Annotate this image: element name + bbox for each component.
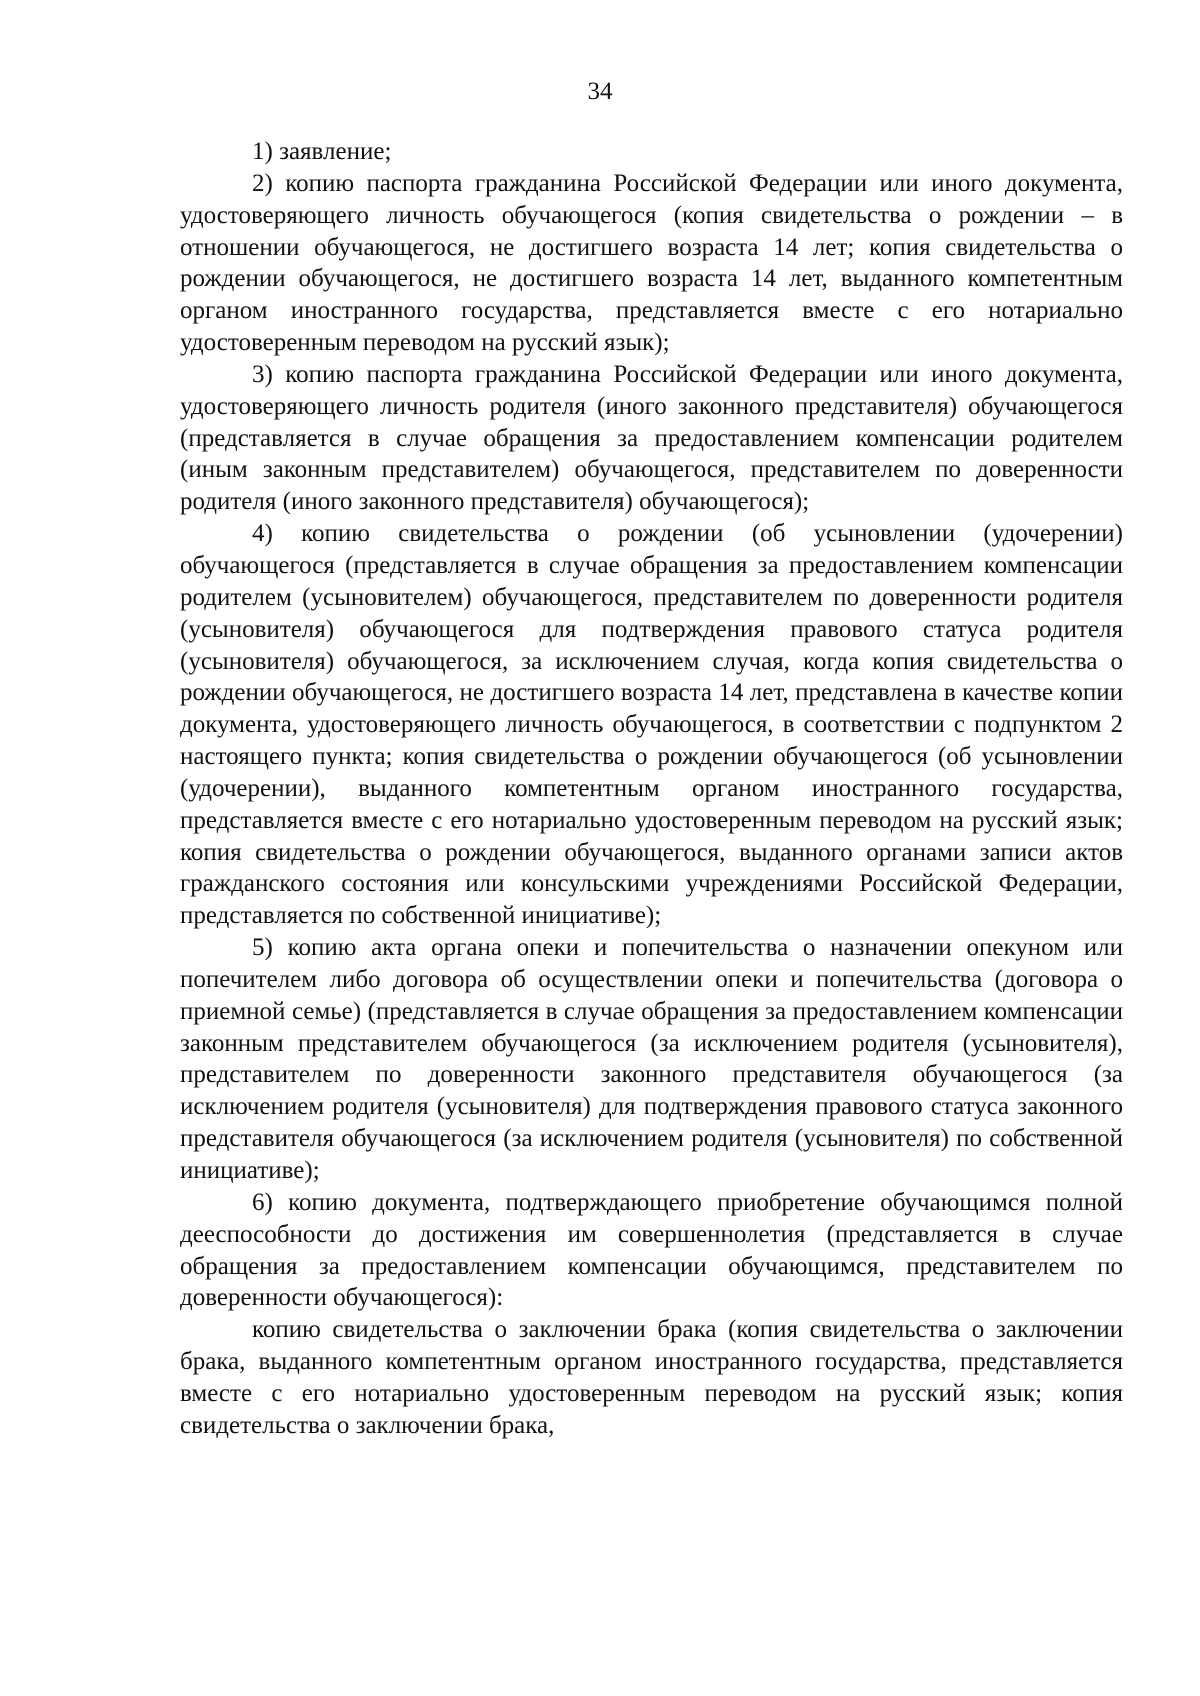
paragraph-item-4: 4) копию свидетельства о рождении (об усыновлении (удочерении) обучающегося (представляется в случае обращения за предоставлением компенсации родителем (усыновителем) обучающегося, представителем по доверенности родителя (усыновителя) обучающегося для подтверждения правового статуса родителя (усыновителя) обучающегося, за исключением случая, когда копия свидетельства о рождении обучающегося, не достигшего возраста 14 лет, представлена в качестве копии документа, удостоверяющего личность обучающегося, в соответствии с подпунктом 2 настоящего пункта; копия свидетельства о рождении обучающегося (об усыновлении (удочерении), выданного компетентным органом иностранного государства, представляется вместе с его нотариально удостоверенным переводом на русский язык; копия свидетельства о рождении обучающегося, выданного органами записи актов гражданского состояния или консульскими учреждениями Российской Федерации, представляется по собственной инициативе); (180, 520, 1123, 930)
paragraph-item-6: 6) копию документа, подтверждающего приобретение обучающимся полной дееспособности до достижения им совершеннолетия (представляется в случае обращения за предоставлением компенсации обучающимся, представителем по доверенности обучающегося): (180, 1188, 1123, 1312)
paragraph-marriage-certificate: копию свидетельства о заключении брака (копия свидетельства о заключении брака, выданного компетентным органом иностранного государства, представляется вместе с его нотариально удостоверенным переводом на русский язык; копия свидетельства о заключении брака, (180, 1316, 1123, 1439)
paragraph-item-1: 1) заявление; (252, 138, 392, 165)
paragraph-item-2: 2) копию паспорта гражданина Российской Федерации или иного документа, удостоверяющего личность обучающегося (копия свидетельства о рождении – в отношении обучающегося, не достигшего возраста 14 лет; копия свидетельства о рождении обучающегося, не достигшего возраста 14 лет, выданного компетентным органом иностранного государства, представляется вместе с его нотариально удостоверенным переводом на русский язык); (180, 169, 1123, 357)
paragraph-item-3: 3) копию паспорта гражданина Российской Федерации или иного документа, удостоверяющего личность родителя (иного законного представителя) обучающегося (представляется в случае обращения за предоставлением компенсации родителем (иным законным представителем) обучающегося, представителем по доверенности родителя (иного законного представителя) обучающегося); (180, 360, 1123, 516)
body-text (180, 136, 1123, 1442)
page-number: 34 (587, 78, 613, 105)
paragraph-item-5: 5) копию акта органа опеки и попечительства о назначении опекуном или попечителем либо договора об осуществлении опеки и попечительства (договора о приемной семье) (представляется в случае обращения за предоставлением компенсации законным представителем обучающегося (за исключением родителя (усыновителя), представителем по доверенности законного представителя обучающегося (за исключением родителя (усыновителя) для подтверждения правового статуса законного представителя обучающегося (за исключением родителя (усыновителя) по собственной инициативе); (180, 934, 1123, 1184)
